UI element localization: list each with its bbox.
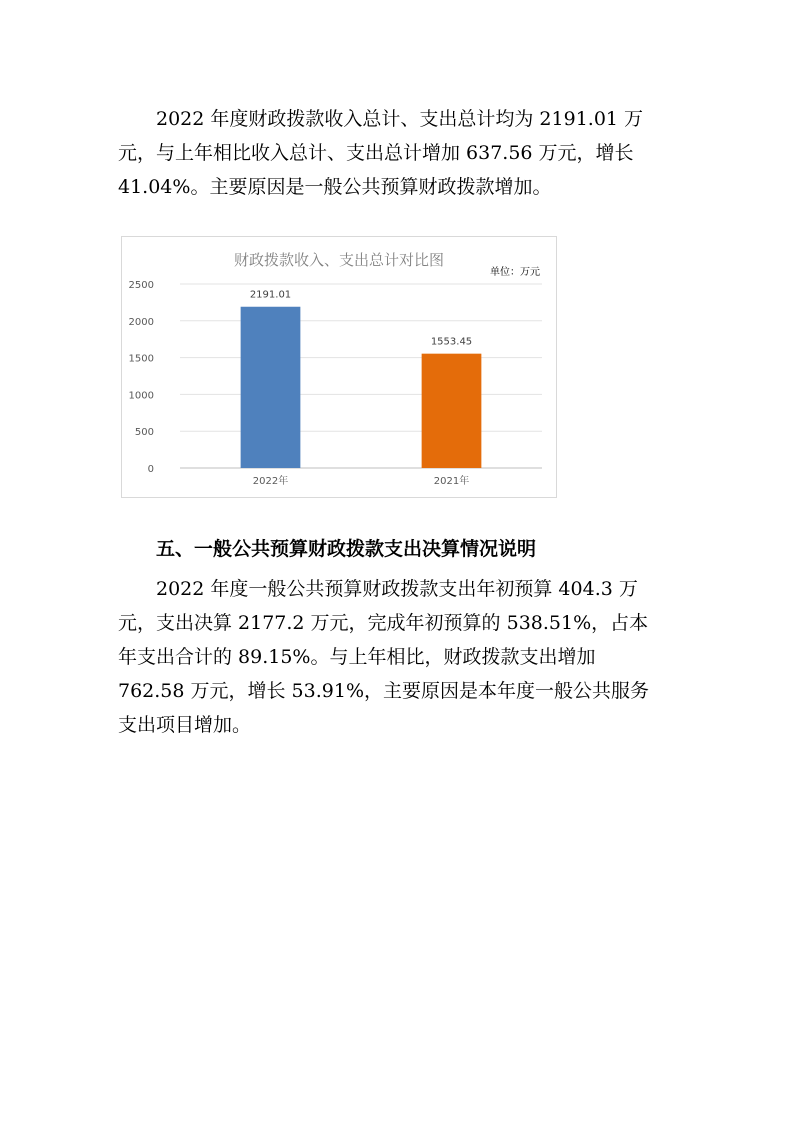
paragraph-income-expenditure-summary <box>118 102 678 204</box>
chart-canvas <box>122 237 556 497</box>
paragraph-line: 2022 年度财政拨款收入总计、支出总计均为 2191.01 万 <box>156 108 644 130</box>
data-label: 1553.45 <box>430 336 473 348</box>
y-tick-label: 500 <box>134 427 154 439</box>
section-heading: 五、一般公共预算财政拨款支出决算情况说明 <box>156 538 537 560</box>
bar-chart <box>121 236 557 498</box>
chart-title: 财政拨款收入、支出总计对比图 <box>233 251 445 269</box>
paragraph-line: 762.58 万元，增长 53.91%，主要原因是本年度一般公共服务 <box>118 680 650 702</box>
paragraph-line: 支出项目增加。 <box>118 714 252 736</box>
paragraph-general-budget-expenditure <box>118 572 678 742</box>
y-tick-label: 2500 <box>128 280 154 291</box>
x-tick-label: 2022年 <box>252 476 289 487</box>
data-label: 2191.01 <box>249 289 292 301</box>
y-tick-label: 0 <box>147 464 154 475</box>
paragraph-line: 2022 年度一般公共预算财政拨款支出年初预算 404.3 万 <box>156 578 638 600</box>
y-tick-label: 2000 <box>128 316 154 328</box>
x-axis-ticks <box>253 474 469 487</box>
y-axis-ticks <box>129 280 154 475</box>
x-tick-label: 2021年 <box>433 476 470 487</box>
bar <box>422 354 482 468</box>
paragraph-line: 元，支出决算 2177.2 万元，完成年初预算的 538.51%，占本 <box>118 612 649 634</box>
paragraph-line: 元，与上年相比收入总计、支出总计增加 637.56 万元，增长 <box>118 142 634 164</box>
y-tick-label: 1500 <box>128 353 154 365</box>
chart-gridlines <box>180 284 542 468</box>
chart-unit-label: 单位：万元 <box>490 267 540 278</box>
paragraph-line: 年支出合计的 89.15%。与上年相比，财政拨款支出增加 <box>118 646 596 668</box>
bar <box>241 307 301 468</box>
paragraph-line: 41.04%。主要原因是一般公共预算财政拨款增加。 <box>118 176 552 198</box>
chart-bars <box>241 290 482 468</box>
y-tick-label: 1000 <box>128 390 154 402</box>
